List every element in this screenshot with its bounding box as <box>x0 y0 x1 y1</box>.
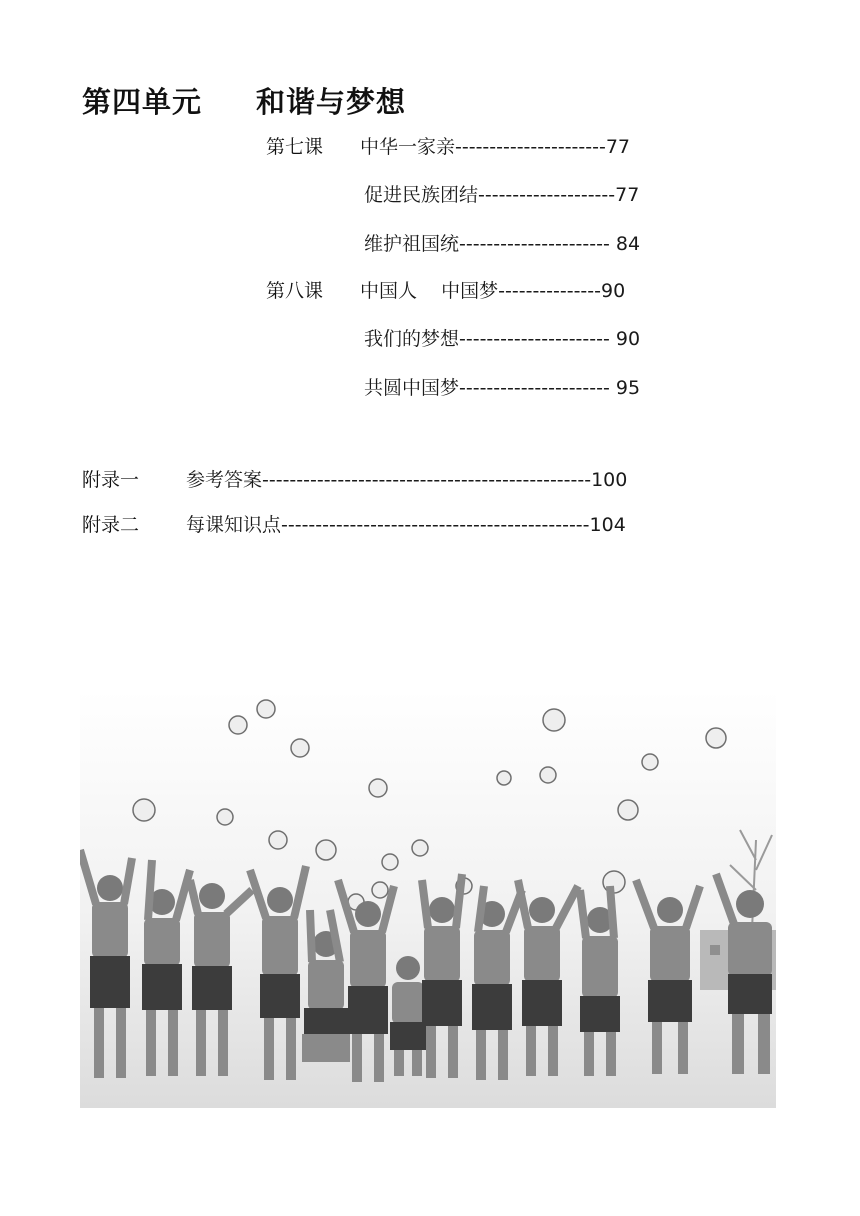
lesson-7-title[interactable]: 中华一家亲----------------------77 <box>360 136 631 158</box>
unit-heading <box>82 80 406 121</box>
unit-label: 第四单元 <box>82 85 203 119</box>
unit-name: 和谐与梦想 <box>256 85 407 119</box>
appendix-1-title[interactable]: 参考答案------------------------------------------------100 <box>186 469 628 491</box>
lesson-8-sub-2[interactable]: 共圆中国梦---------------------- 95 <box>364 377 641 399</box>
lesson-7-sub-1[interactable]: 促进民族团结--------------------77 <box>364 184 640 206</box>
lesson-8-sub-1[interactable]: 我们的梦想---------------------- 90 <box>364 328 641 350</box>
students-football-photo <box>80 690 776 1108</box>
lesson-8-title[interactable]: 中国人 中国梦---------------90 <box>360 280 626 302</box>
appendix-1-label: 附录一 <box>82 469 140 491</box>
appendix-2-label: 附录二 <box>82 514 140 536</box>
appendix-2-title[interactable]: 每课知识点---------------------------------------------104 <box>186 514 626 536</box>
lesson-8-label: 第八课 <box>266 280 324 302</box>
lesson-7-label: 第七课 <box>266 136 324 158</box>
lesson-7-sub-2[interactable]: 维护祖国统---------------------- 84 <box>364 233 641 255</box>
